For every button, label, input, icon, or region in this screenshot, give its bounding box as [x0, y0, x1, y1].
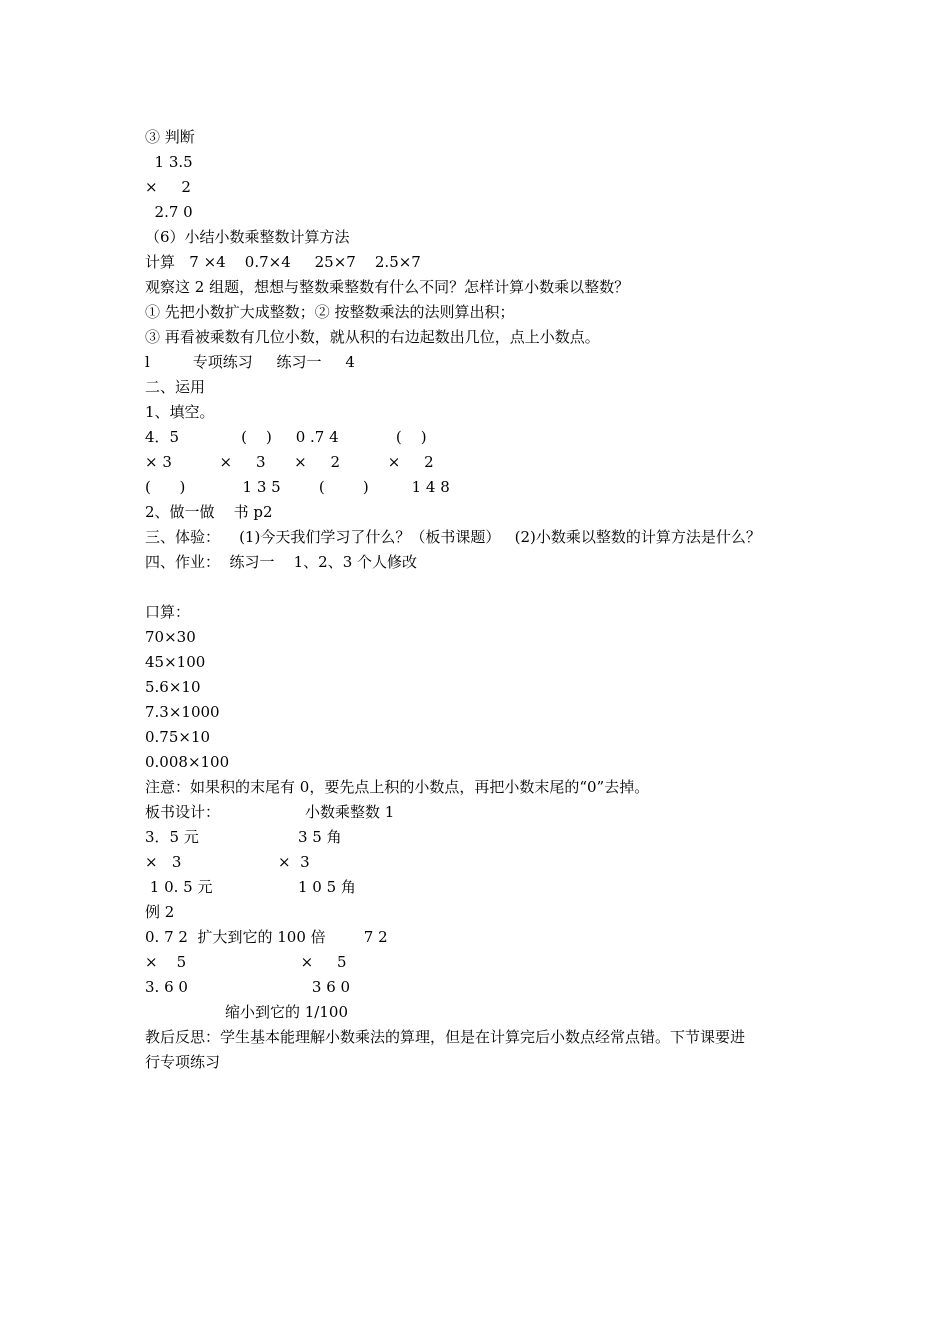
summary-heading: （6）小结小数乘整数计算方法 — [145, 228, 350, 246]
vertical-calc-multiplier: × 2 — [145, 178, 191, 196]
fill-blank-row-3: ( ) 1 3 5 ( ) 1 4 8 — [145, 478, 450, 496]
observe-question: 观察这 2 组题，想想与整数乘整数有什么不同？怎样计算小数乘以整数？ — [145, 278, 630, 296]
board-yuan-product: 1 0. 5 元 — [145, 878, 213, 896]
example-2-shrink-note: 缩小到它的 1/100 — [225, 1003, 348, 1021]
board-row-3 — [145, 875, 845, 899]
board-row-1 — [145, 825, 845, 849]
experience-line: 三、体验： (1)今天我们学习了什么？（板书课题） (2)小数乘以整数的计算方法是什么？ — [145, 528, 761, 546]
calc-exercise-line: 计算 7 ×4 0.7×4 25×7 2.5×7 — [145, 253, 421, 271]
homework-line: 四、作业： 练习一 1、2、3 个人修改 — [145, 553, 418, 571]
method-step-3: ③ 再看被乘数有几位小数，就从积的右边起数出几位，点上小数点。 — [145, 328, 600, 346]
board-design-title: 小数乘整数 1 — [305, 803, 395, 821]
oral-calc-item: 7.3×1000 — [145, 703, 220, 721]
board-row-2 — [145, 850, 845, 874]
oral-calc-item: 0.008×100 — [145, 753, 230, 771]
example-2-row-2: × 5 × 5 — [145, 953, 347, 971]
oral-calc-heading: 口算： — [145, 603, 191, 621]
note-line: 注意：如果积的末尾有 0，要先点上积的小数点，再把小数末尾的“0”去掉。 — [145, 778, 650, 796]
judge-heading: ③ 判断 — [145, 128, 195, 146]
vertical-calc-multiplicand: 1 3.5 — [145, 153, 193, 171]
fill-blank-heading: 1、填空。 — [145, 403, 215, 421]
board-yuan-multiplier: × 3 — [145, 853, 182, 871]
try-it-line: 2、做一做 书 p2 — [145, 503, 273, 521]
board-jiao-multiplier: × 3 — [278, 853, 310, 871]
fill-blank-row-2: × 3 × 3 × 2 × 2 — [145, 453, 434, 471]
oral-calc-item: 5.6×10 — [145, 678, 201, 696]
oral-calc-item: 0.75×10 — [145, 728, 211, 746]
example-2-row-1: 0. 7 2 扩大到它的 100 倍 7 2 — [145, 928, 388, 946]
example-2-label: 例 2 — [145, 903, 175, 921]
board-jiao-value: 3 5 角 — [298, 828, 342, 846]
reflection-line-2: 行专项练习 — [145, 1053, 221, 1071]
reflection-line-1: 教后反思：学生基本能理解小数乘法的算理，但是在计算完后小数点经常点错。下节课要进 — [145, 1028, 746, 1046]
oral-calc-item: 45×100 — [145, 653, 206, 671]
method-steps-1-2: ① 先把小数扩大成整数；② 按整数乘法的法则算出积； — [145, 303, 515, 321]
example-2-row-3: 3. 6 0 3 6 0 — [145, 978, 351, 996]
board-yuan-value: 3．5 元 — [145, 828, 199, 846]
vertical-calc-product: 2.7 0 — [145, 203, 193, 221]
board-jiao-product: 1 0 5 角 — [298, 878, 356, 896]
oral-calc-item: 70×30 — [145, 628, 196, 646]
board-design-label: 板书设计： — [145, 803, 221, 821]
practice-reference: l 专项练习 练习一 4 — [145, 353, 355, 371]
fill-blank-row-1: 4．5 ( ) 0 .7 4 ( ) — [145, 428, 427, 446]
section-apply-heading: 二、运用 — [145, 378, 206, 396]
board-design-row — [145, 800, 845, 824]
